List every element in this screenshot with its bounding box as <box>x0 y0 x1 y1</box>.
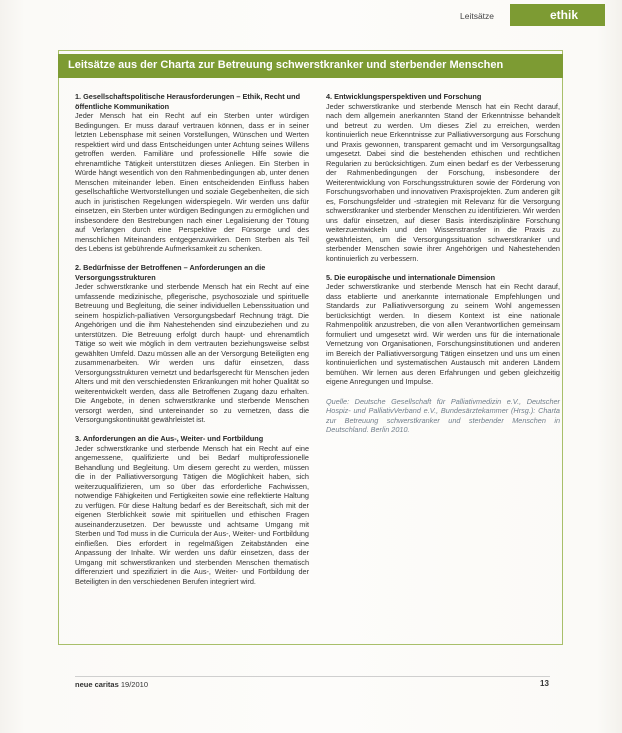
magazine-name: neue caritas <box>75 680 119 689</box>
right-column <box>326 92 560 444</box>
section-body: Jeder schwerstkranke und sterbende Mensch hat ein Recht darauf, nach dem allgemein anerkannten Stand der Erkenntnisse behandelt und betreut zu werden. Um dieses Ziel zu erreichen, werden kontinuierlich neue Erkenntnisse zur Palliativversorgung aus Forschung und Praxis gewonnen, transparent gemacht und im Versorgungsalltag umgesetzt. Dabei sind die bestehenden ethischen und rechtlichen Regularien zu berücksichtigen. Zum einen bedarf es der Verbesserung der Rahmenbedingungen der Forschung, insbesondere der Weiterentwicklung von Forschungsstrukturen sowie der Förderung von Forschungsvorhaben und innovativen Praxisprojekten. Zum anderen gilt es, Forschungsfelder und -strategien mit Relevanz für die Versorgung schwerstkranker und sterbender Menschen zu identifizieren. Wir werden uns dafür einsetzen, auf dieser Basis interdisziplinäre Forschung weiterzuentwickeln und den Wissenstransfer in die Praxis zu gewährleisten, um die Versorgungssituation schwerstkranker und sterbender Menschen sowie ihrer Angehörigen und Nahestehenden kontinuierlich zu verbessern. <box>326 101 560 263</box>
left-column <box>75 92 309 596</box>
section-body: Jeder Mensch hat ein Recht auf ein Sterben unter würdigen Bedingungen. Er muss darauf vertrauen können, dass er in seiner letzten Lebensphase mit seinen Vorstellungen, Wünschen und Werten respektiert wird und dass Entscheidungen unter Achtung seines Willens getroffen werden. Familiäre und professionelle Hilfe sowie die ehrenamtliche Tätigkeit unterstützen dieses Anliegen. Ein Sterben in Würde hängt wesentlich von den Rahmenbedingungen ab, unter denen Menschen miteinander leben. Einen entscheidenden Einfluss haben gesellschaftliche Wertvorstellungen und soziale Gegebenheiten, die sich auch in juristischen Regelungen widerspiegeln. Wir werden uns dafür einsetzen, ein Sterben unter würdigen Bedingungen zu ermöglichen und insbesondere den Bestrebungen nach einer Legalisierung der Tötung auf Verlangen durch eine Perspektive der Fürsorge und des menschlichen Miteinanders entgegenzuwirken. Dem Sterben als Teil des Lebens ist gebührende Aufmerksamkeit zu schenken. <box>75 111 309 253</box>
footer-magazine <box>75 680 148 689</box>
footer-rule <box>75 676 550 677</box>
section-heading: 2. Bedürfnisse der Betroffenen – Anforderungen an die Versorgungsstrukturen <box>75 263 266 282</box>
rubric-label: Leitsätze <box>459 11 495 21</box>
section-tab: ethik <box>510 4 605 26</box>
section-heading: 4. Entwicklungsperspektiven und Forschung <box>326 92 482 101</box>
article-title: Leitsätze aus der Charta zur Betreuung schwerstkranker und sterbender Menschen <box>68 59 504 71</box>
source-note: Quelle: Deutsche Gesellschaft für Palliativmedizin e.V., Deutscher Hospiz- und PalliativVerband e.V., Bundesärztekammer (Hrsg.): Charta zur Betreuung schwerstkranker und sterbender Menschen in Deutschland. Berlin 2010. <box>326 396 560 434</box>
section-body: Jeder schwerstkranke und sterbende Mensch hat ein Recht auf eine angemessene, qualifizierte und bei Bedarf multiprofessionelle Behandlung und Begleitung. Um diesem gerecht zu werden, müssen die in der Palliativversorgung Tätigen die Möglichkeit haben, sich weiterzuqualifizieren, um so über das erforderliche Fachwissen, notwendige Fähigkeiten und Fertigkeiten sowie eine reflektierte Haltung zu verfügen. Für diese Haltung bedarf es der Bereitschaft, sich mit der eigenen Sterblichkeit sowie mit spirituellen und ethischen Fragen auseinanderzusetzen. Der bewusste und achtsame Umgang mit Sterben und Tod muss in die Curricula der Aus-, Weiter- und Fortbildung einfließen. Dies erfordert in regelmäßigen Zeitabständen eine Anpassung der Inhalte. Wir werden uns dafür einsetzen, dass der Umgang mit schwerstkranken und sterbenden Menschen thematisch differenziert und spezifiziert in die Aus-, Weiter- und Fortbildung der Beteiligten in den verschiedenen Berufen integriert wird. <box>75 443 309 586</box>
page-number: 13 <box>540 679 549 688</box>
section-heading: 5. Die europäische und internationale Dimension <box>326 272 496 282</box>
section-body: Jeder schwerstkranke und sterbende Mensch hat ein Recht darauf, dass etablierte und anerkannte internationale Empfehlungen und Standards zur Palliativversorgung zu seinem Wohl angemessen berücksichtigt werden. In diesem Kontext ist eine nationale Rahmenpolitik anzustreben, die von allen Verantwortlichen gemeinsam formuliert und umgesetzt wird. Wir werden uns für die internationale Vernetzung von Organisationen, Forschungsinstitutionen und anderen im Bereich der Palliativversorgung Tätigen einsetzen und uns um einen kontinuierlichen und systematischen Austausch mit anderen Ländern bemühen. Wir lernen aus deren Erfahrungen und geben gleichzeitig eigene Anregungen und Impulse. <box>326 282 560 386</box>
section-body: Jeder schwerstkranke und sterbende Mensch hat ein Recht auf eine umfassende medizinische, pflegerische, psychosoziale und spirituelle Betreuung und Begleitung, die seiner individuellen Lebenssituation und seinem hospizlich-palliativen Versorgungsbedarf Rechnung trägt. Die Angehörigen und die ihm Nahestehenden sind einzubeziehen und zu unterstützen. Die Betreuung erfolgt durch haupt- und ehrenamtlich Tätige so weit wie möglich in dem vertrauten beziehungsweise selbst gewählten Umfeld. Dazu müssen alle an der Versorgung Beteiligten eng zusammenarbeiten. Wir werden uns dafür einsetzen, dass Versorgungsstrukturen vernetzt und bedarfsgerecht für Menschen jeden Alters und mit den verschiedensten Erkrankungen mit hoher Qualität so weiterentwickelt werden, dass alle Betroffenen Zugang dazu erhalten. Die Angebote, in denen schwerstkranke und sterbende Menschen versorgt werden, sind untereinander so zu vernetzen, dass die Versorgungskontinuität gewährleistet ist. <box>75 282 309 424</box>
section-heading: 3. Anforderungen an die Aus-, Weiter- und Fortbildung <box>75 434 264 443</box>
issue-number: 19/2010 <box>120 680 148 689</box>
section-heading: 1. Gesellschaftspolitische Herausforderungen – Ethik, Recht und öffentliche Kommunikation <box>75 92 301 111</box>
